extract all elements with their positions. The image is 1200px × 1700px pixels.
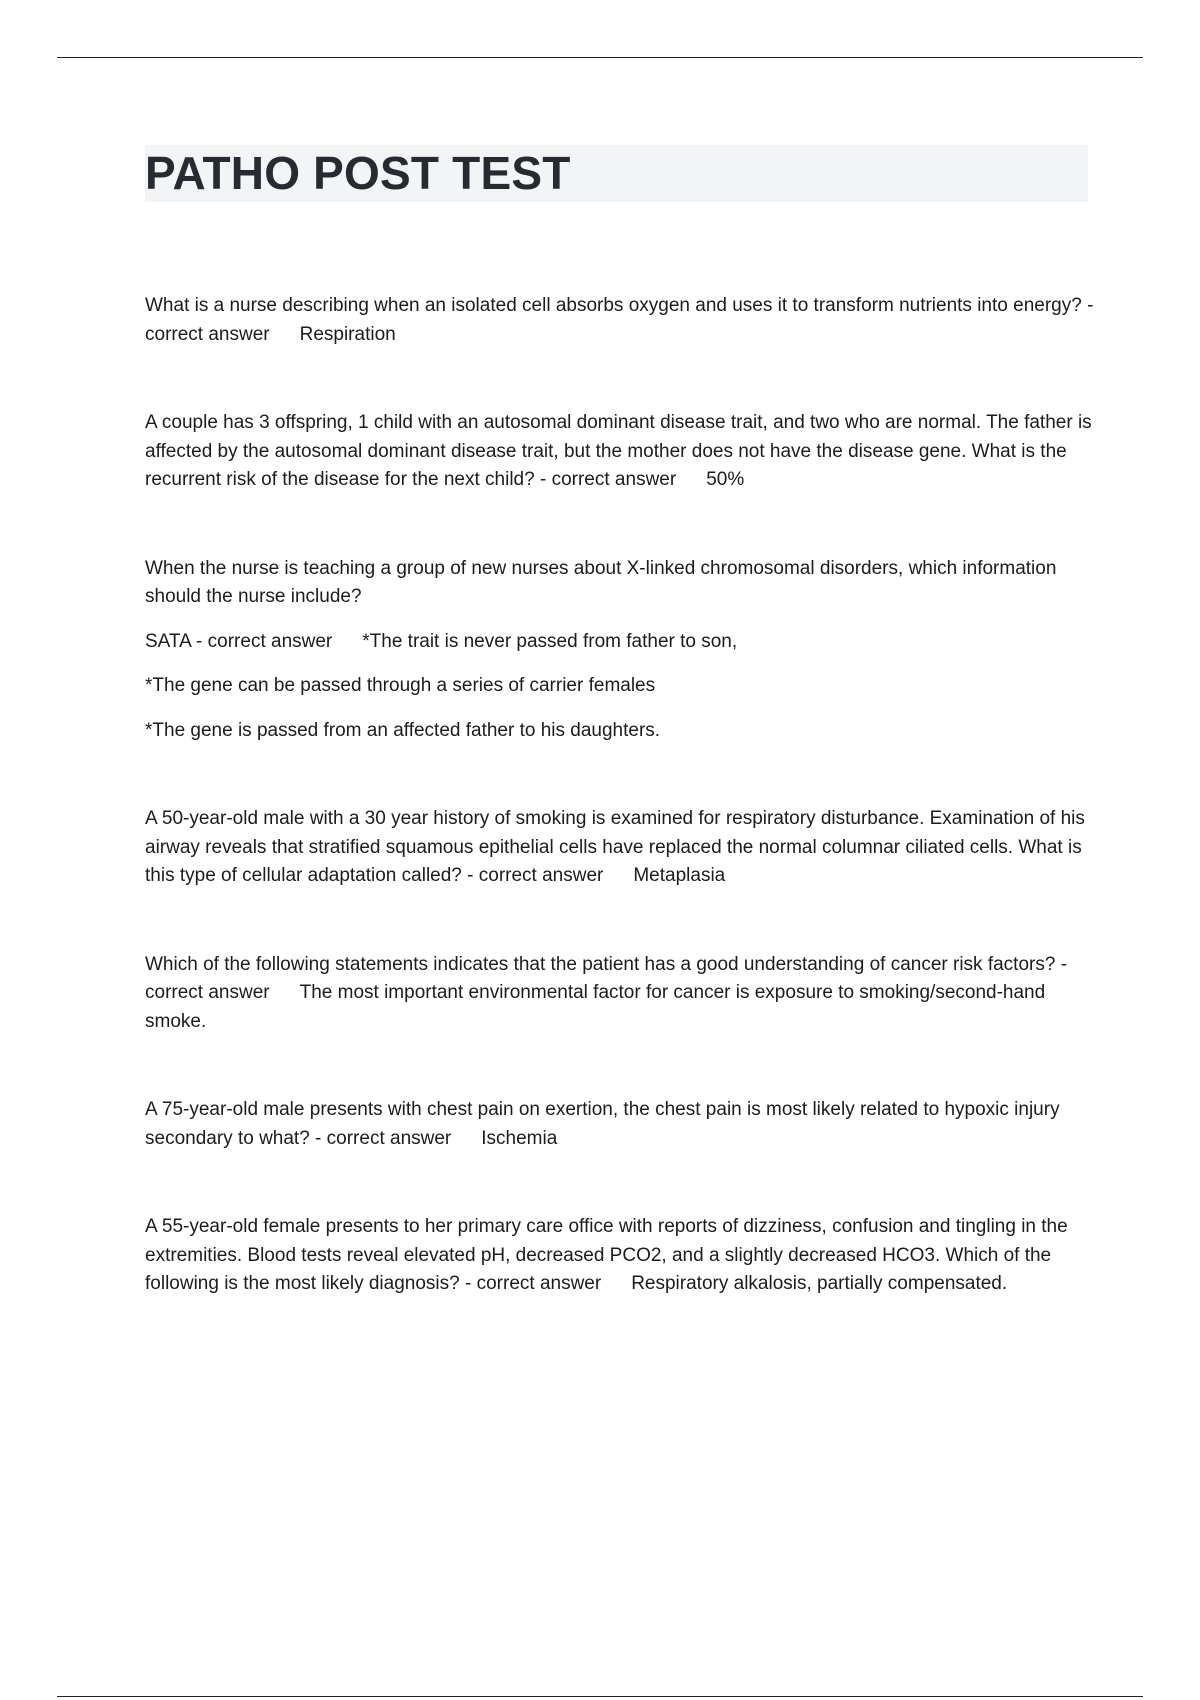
top-rule <box>57 57 1143 58</box>
question-text: What is a nurse describing when an isolated cell absorbs oxygen and uses it to transform nutrients into energy? <box>145 295 1082 316</box>
answer-marker: - correct answer <box>315 1127 452 1149</box>
question-text: A 55-year-old female presents to her primary care office with reports of dizziness, confusion and tingling in the extremities. Blood tests reveal elevated pH, decreased PCO2, and a slightly decreased HCO3. Which of the following is the most likely diagnosis? <box>145 1216 1068 1294</box>
qa-item <box>145 555 1095 746</box>
question-text: Which of the following statements indicates that the patient has a good understanding of cancer risk factors? <box>145 953 1056 975</box>
question-text: A 75-year-old male presents with chest pain on exertion, the chest pain is most likely related to hypoxic injury secondary to what? <box>145 1099 1060 1149</box>
qa-item <box>145 292 1095 349</box>
answer-text: 50% <box>706 469 745 490</box>
answer-text: *The trait is never passed from father to son, <box>362 630 738 652</box>
qa-item <box>145 805 1095 891</box>
question-text: When the nurse is teaching a group of new nurses about X-linked chromosomal disorders, which information should the nurse include? <box>145 557 1057 607</box>
answer-marker: - correct answer <box>539 469 677 490</box>
answer-text: Ischemia <box>481 1127 558 1149</box>
answer-marker: - correct answer <box>467 865 604 886</box>
answer-marker: - correct answer <box>196 630 333 652</box>
question-text: A couple has 3 offspring, 1 child with an autosomal dominant disease trait, and two who are normal. The father is affected by the autosomal dominant disease trait, but the mother does not have the disease gene. What is the recurrent risk of the disease for the next child? <box>145 412 1092 490</box>
qa-text <box>145 805 1095 891</box>
qa-text <box>145 628 1095 657</box>
answer-text: Metaplasia <box>633 865 726 886</box>
answer-line: *The gene can be passed through a series of carrier females <box>145 675 656 696</box>
answer-text: Respiratory alkalosis, partially compensated. <box>631 1273 1008 1294</box>
qa-text <box>145 409 1095 495</box>
qa-text <box>145 292 1095 349</box>
answer-line: *The gene is passed from an affected father to his daughters. <box>145 719 661 741</box>
answer-marker: - correct answer <box>465 1273 602 1294</box>
answer-marker: - correct answer <box>145 953 1068 1003</box>
qa-item <box>145 1213 1095 1299</box>
qa-list <box>145 292 1095 1359</box>
answer-text: Respiration <box>299 323 396 345</box>
qa-text <box>145 951 1095 1037</box>
answer-marker: - correct answer <box>145 295 1094 345</box>
question-prefix: SATA <box>145 630 191 652</box>
bottom-rule <box>57 1696 1143 1697</box>
qa-item <box>145 409 1095 495</box>
question-text: A 50-year-old male with a 30 year history of smoking is examined for respiratory disturbance. Examination of his airway reveals that stratified squamous epithelial cells have replaced the normal columnar ciliated cells. What is this type of cellular adaptation called? <box>145 808 1085 886</box>
page-title: PATHO POST TEST <box>145 147 571 199</box>
qa-item <box>145 951 1095 1037</box>
qa-text <box>145 1213 1095 1299</box>
qa-item <box>145 1096 1095 1153</box>
qa-text <box>145 1096 1095 1153</box>
answer-text: The most important environmental factor for cancer is exposure to smoking/second-hand smoke. <box>145 982 1046 1032</box>
